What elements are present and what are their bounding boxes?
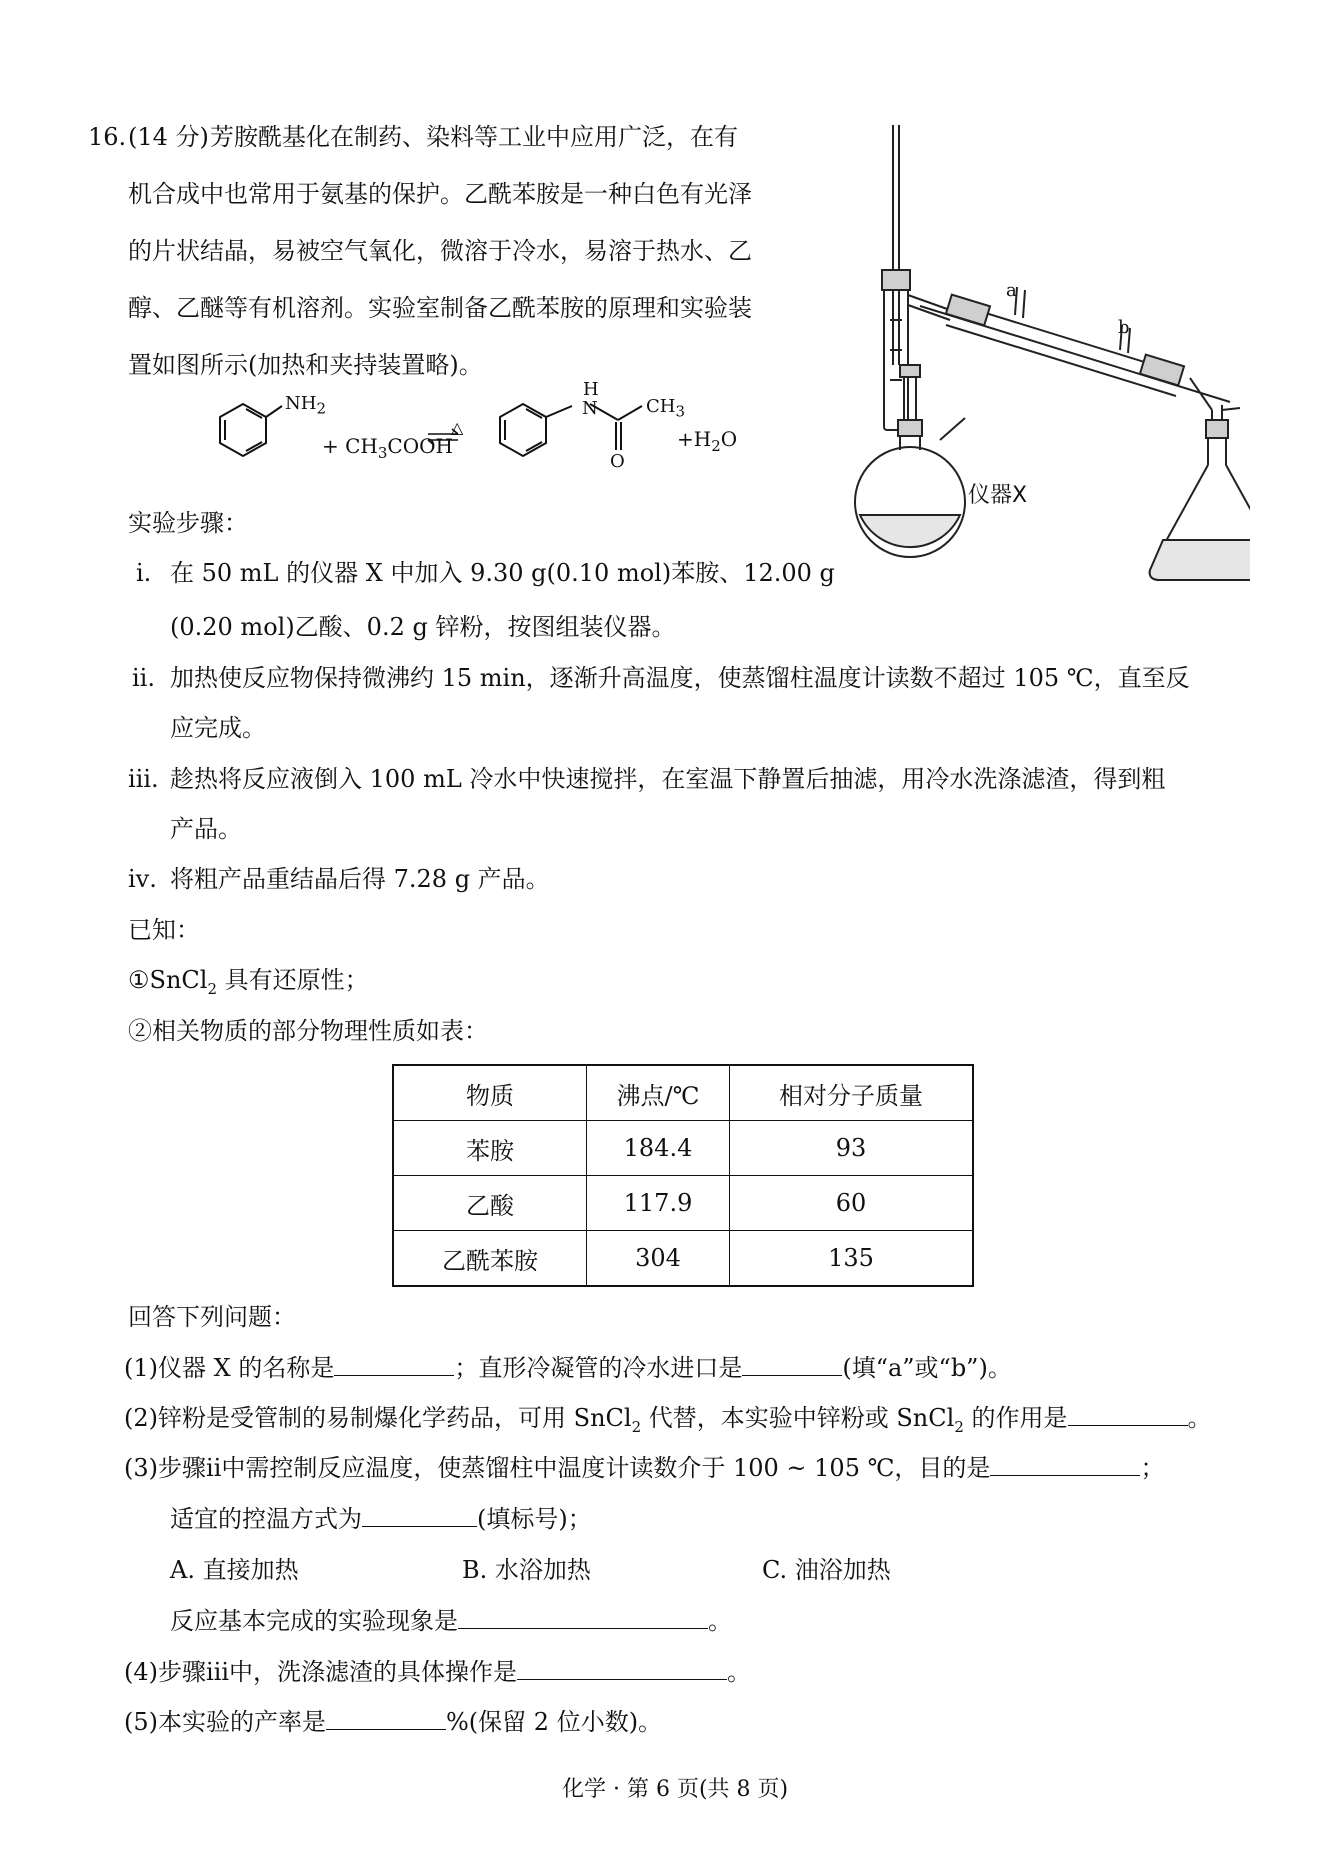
questions-heading: 回答下列问题：	[128, 1303, 296, 1331]
question-number: 16.	[88, 123, 127, 151]
step-3-line-1: 趁热将反应液倒入 100 mL 冷水中快速搅拌，在室温下静置后抽滤，用冷水洗涤滤渣，得到粗	[170, 765, 1166, 793]
table-cell: 184.4	[587, 1121, 730, 1176]
question-1-text-c: (填“a”或“b”)。	[842, 1354, 1012, 1382]
nh2-label: $NH_2$	[285, 393, 326, 418]
round-bottom-flask	[855, 365, 965, 557]
question-3-text-b: 适宜的控温方式为	[170, 1505, 362, 1533]
question-3-end: ；	[1140, 1454, 1165, 1482]
question-2-text-c: 的作用是	[963, 1404, 1068, 1432]
ch3-label: $CH_3$	[646, 396, 686, 421]
step-3-num: ⅲ.	[128, 765, 159, 793]
question-2-text-b: 代替，本实验中锌粉或 SnCl	[641, 1404, 955, 1432]
h-atom-label: H	[583, 379, 599, 400]
table-row	[393, 1176, 973, 1231]
question-3-text: (3)步骤ⅱ中需控制反应温度，使蒸馏柱中温度计读数介于 100 ~ 105 ℃，目的是	[124, 1454, 991, 1482]
table-cell: 117.9	[587, 1176, 730, 1231]
table-header: 相对分子质量	[730, 1065, 974, 1121]
heat-symbol: △	[451, 418, 464, 437]
option-a[interactable]: A. 直接加热	[170, 1556, 299, 1584]
question-3	[124, 1453, 1164, 1483]
answer-blank-3a[interactable]	[990, 1453, 1140, 1476]
answer-blank-1a[interactable]	[334, 1353, 454, 1376]
step-1-num: ⅰ.	[136, 559, 152, 587]
answer-blank-1b[interactable]	[742, 1353, 842, 1376]
intro-line-5: 置如图所示(加热和夹持装置略)。	[128, 351, 483, 379]
properties-table	[392, 1064, 974, 1287]
aniline-ring	[220, 404, 282, 456]
intro-line-2: 机合成中也常用于氨基的保护。乙酰苯胺是一种白色有光泽	[128, 180, 752, 208]
question-5	[124, 1707, 662, 1737]
option-c[interactable]: C. 油浴加热	[762, 1556, 891, 1584]
apparatus-figure	[820, 120, 1250, 590]
intro-line-4: 醇、乙醚等有机溶剂。实验室制备乙酰苯胺的原理和实验装	[128, 294, 752, 322]
table-cell: 93	[730, 1121, 974, 1176]
table-header: 沸点/℃	[587, 1065, 730, 1121]
question-2-sub-1: 2	[631, 1417, 642, 1436]
known-item-1: ①SnCl$_2$ 具有还原性；	[128, 966, 369, 998]
question-3-end-d: 。	[708, 1607, 732, 1635]
question-1	[124, 1353, 1012, 1383]
steps-heading: 实验步骤：	[128, 509, 248, 537]
question-3-phenomenon	[170, 1606, 732, 1636]
known-item-2: ②相关物质的部分物理性质如表：	[128, 1017, 488, 1045]
step-2-line-1: 加热使反应物保持微沸约 15 min，逐渐升高温度，使蒸馏柱温度计读数不超过 105 ℃，直至反	[170, 664, 1190, 692]
question-1-text: (1)仪器 X 的名称是	[124, 1354, 335, 1382]
answer-blank-3b[interactable]	[362, 1504, 477, 1527]
page-footer: 化学 · 第 6 页(共 8 页)	[562, 1777, 789, 1802]
answer-blank-4[interactable]	[517, 1657, 727, 1680]
water-label: $+H_2O$	[677, 427, 738, 455]
step-3-line-2: 产品。	[170, 815, 242, 843]
step-4-line-1: 将粗产品重结晶后得 7.28 g 产品。	[170, 865, 550, 893]
question-3-method	[170, 1504, 592, 1534]
table-header-row	[393, 1065, 973, 1121]
question-2	[124, 1403, 1212, 1442]
intro-line-3: 的片状结晶，易被空气氧化，微溶于冷水，易溶于热水、乙	[128, 237, 752, 265]
table-cell: 乙酸	[393, 1176, 587, 1231]
step-2-line-2: 应完成。	[170, 714, 266, 742]
answer-blank-5[interactable]	[326, 1707, 446, 1730]
known-heading: 已知：	[128, 916, 200, 944]
question-4	[124, 1657, 751, 1687]
question-4-end: 。	[727, 1658, 752, 1686]
question-1-text-b: ；直形冷凝管的冷水进口是	[454, 1354, 743, 1382]
n-atom-label: N	[582, 398, 598, 419]
conical-flask	[1150, 420, 1250, 580]
table-cell: 乙酰苯胺	[393, 1231, 587, 1287]
answer-blank-2[interactable]	[1068, 1403, 1188, 1426]
table-header: 物质	[393, 1065, 587, 1121]
condenser	[920, 287, 1230, 402]
inlet-b-label: b	[1118, 317, 1130, 338]
step-1-line-2: (0.20 mol)乙酸、0.2 g 锌粉，按图组装仪器。	[170, 613, 676, 641]
acetic-acid-label: + $CH_3COOH$	[322, 434, 453, 462]
question-3-text-c: (填标号)；	[477, 1505, 592, 1533]
table-cell: 苯胺	[393, 1121, 587, 1176]
question-2-end: 。	[1187, 1404, 1212, 1432]
option-b[interactable]: B. 水浴加热	[462, 1556, 591, 1584]
question-5-text: (5)本实验的产率是	[124, 1708, 326, 1736]
question-2-text: (2)锌粉是受管制的易制爆化学药品，可用 SnCl	[124, 1404, 632, 1432]
step-1-line-1: 在 50 mL 的仪器 X 中加入 9.30 g(0.10 mol)苯胺、12.00 g	[170, 559, 835, 587]
question-5-text-b: %(保留 2 位小数)。	[446, 1708, 663, 1736]
inlet-a-label: a	[1006, 280, 1017, 301]
question-3-text-d: 反应基本完成的实验现象是	[170, 1607, 458, 1635]
answer-blank-3c[interactable]	[458, 1606, 708, 1629]
table-cell: 135	[730, 1231, 974, 1287]
o-atom-label: O	[610, 451, 625, 472]
table-cell: 304	[587, 1231, 730, 1287]
acetanilide-ring	[500, 404, 642, 456]
question-2-sub-2: 2	[954, 1417, 964, 1436]
step-4-num: ⅳ.	[128, 865, 157, 893]
question-4-text: (4)步骤ⅲ中，洗涤滤渣的具体操作是	[124, 1658, 518, 1686]
step-2-num: ⅱ.	[132, 664, 155, 692]
table-cell: 60	[730, 1176, 974, 1231]
question-points: (14 分)	[128, 123, 209, 151]
intro-line-1: 芳胺酰基化在制药、染料等工业中应用广泛，在有	[210, 123, 738, 151]
table-row	[393, 1121, 973, 1176]
table-row	[393, 1231, 973, 1287]
apparatus-x-label: 仪器X	[968, 483, 1028, 508]
